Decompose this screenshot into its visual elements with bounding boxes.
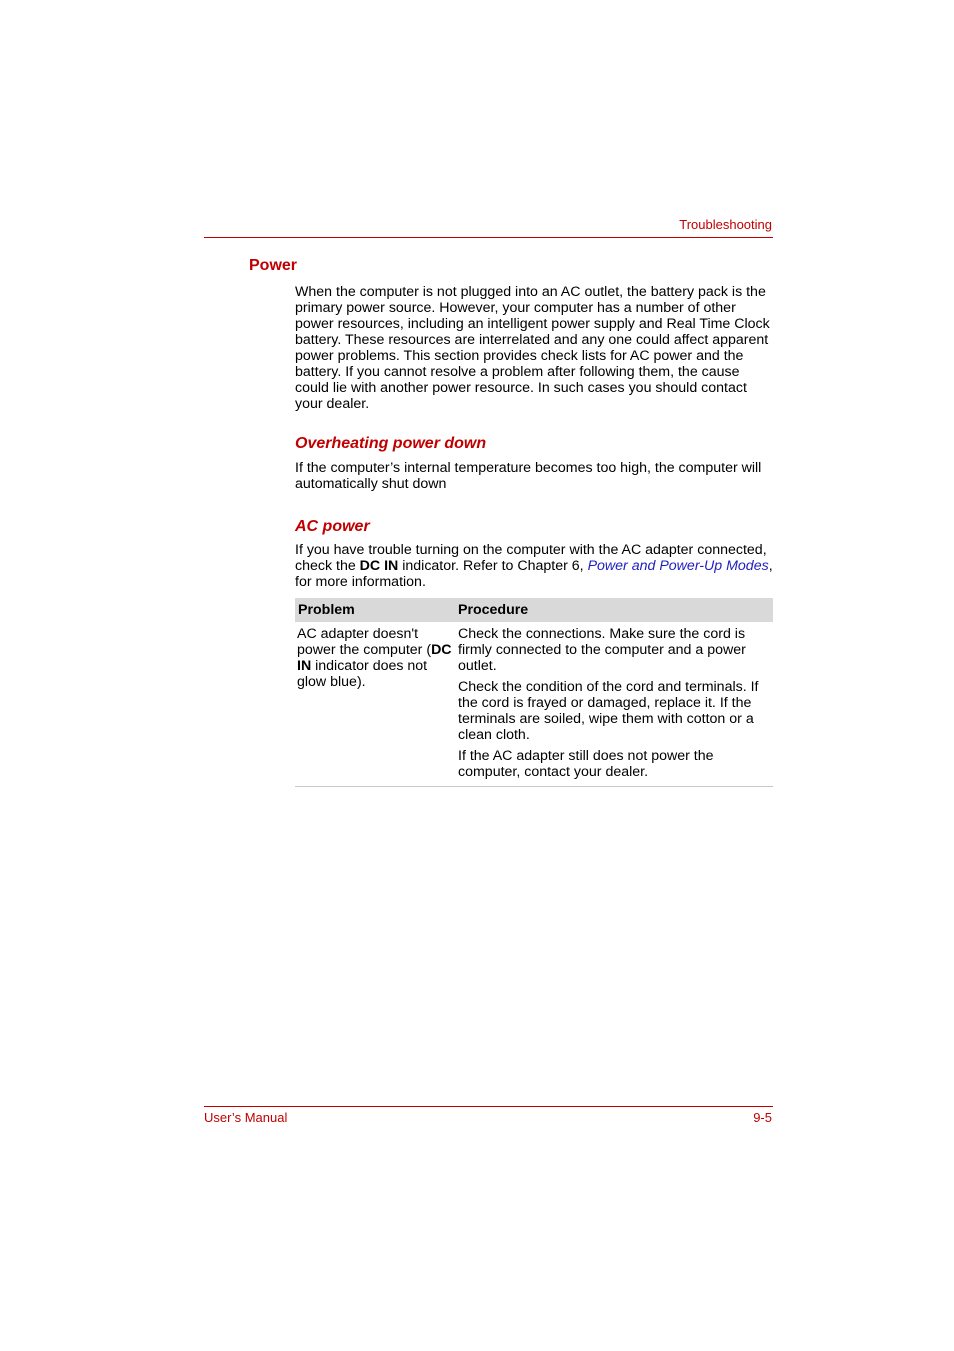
problem-cell xyxy=(295,622,454,787)
header-rule xyxy=(204,237,773,238)
ac-power-text-middle: indicator. Refer to Chapter 6, xyxy=(398,558,588,574)
table-header-row xyxy=(295,598,773,622)
ac-power-text-before: If you have trouble turning on the computer with the AC adapter connected, check the xyxy=(295,542,767,574)
column-header-problem: Problem xyxy=(295,598,454,622)
procedure-cell xyxy=(454,622,773,787)
footer-manual-title: User’s Manual xyxy=(204,1110,288,1125)
dc-in-term: DC IN xyxy=(359,558,399,574)
ac-power-heading: AC power xyxy=(295,518,370,535)
column-header-procedure: Procedure xyxy=(454,598,773,622)
overheating-paragraph: If the computer’s internal temperature becomes too high, the computer will automatically shut down xyxy=(295,460,762,492)
table-row xyxy=(295,622,773,787)
ac-power-text-after: , for more information. xyxy=(295,558,773,590)
section-title: Power xyxy=(249,257,298,274)
procedure-step: Check the connections. Make sure the cord is firmly connected to the computer and a power outlet. xyxy=(458,626,746,674)
power-modes-link[interactable]: Power and Power-Up Modes xyxy=(587,558,769,574)
running-header: Troubleshooting xyxy=(679,217,772,232)
overheating-heading: Overheating power down xyxy=(295,435,487,452)
procedure-step: Check the condition of the cord and terminals. If the cord is frayed or damaged, replace it. If the terminals are soiled, wipe them with cotton or a clean cloth. xyxy=(458,679,759,743)
footer-page-number: 9-5 xyxy=(753,1110,772,1125)
power-intro-paragraph: When the computer is not plugged into an AC outlet, the battery pack is the primary power source. However, your computer has a number of other power resources, including an intelligent power supply and Real Time Clock battery. These resources are interrelated and any one could affect apparent power problems. This section provides check lists for AC power and the battery. If you cannot resolve a problem after following them, the cause could lie with another power resource. In such cases you should contact your dealer. xyxy=(295,284,770,412)
ac-power-paragraph xyxy=(295,542,775,590)
footer-rule xyxy=(204,1106,773,1107)
procedure-step: If the AC adapter still does not power the computer, contact your dealer. xyxy=(458,748,714,780)
ac-power-table xyxy=(295,598,773,787)
problem-text-after: indicator does not glow blue). xyxy=(297,658,428,690)
problem-text-before: AC adapter doesn't power the computer ( xyxy=(297,626,432,658)
problem-dc-in-term: DC IN xyxy=(297,642,452,674)
